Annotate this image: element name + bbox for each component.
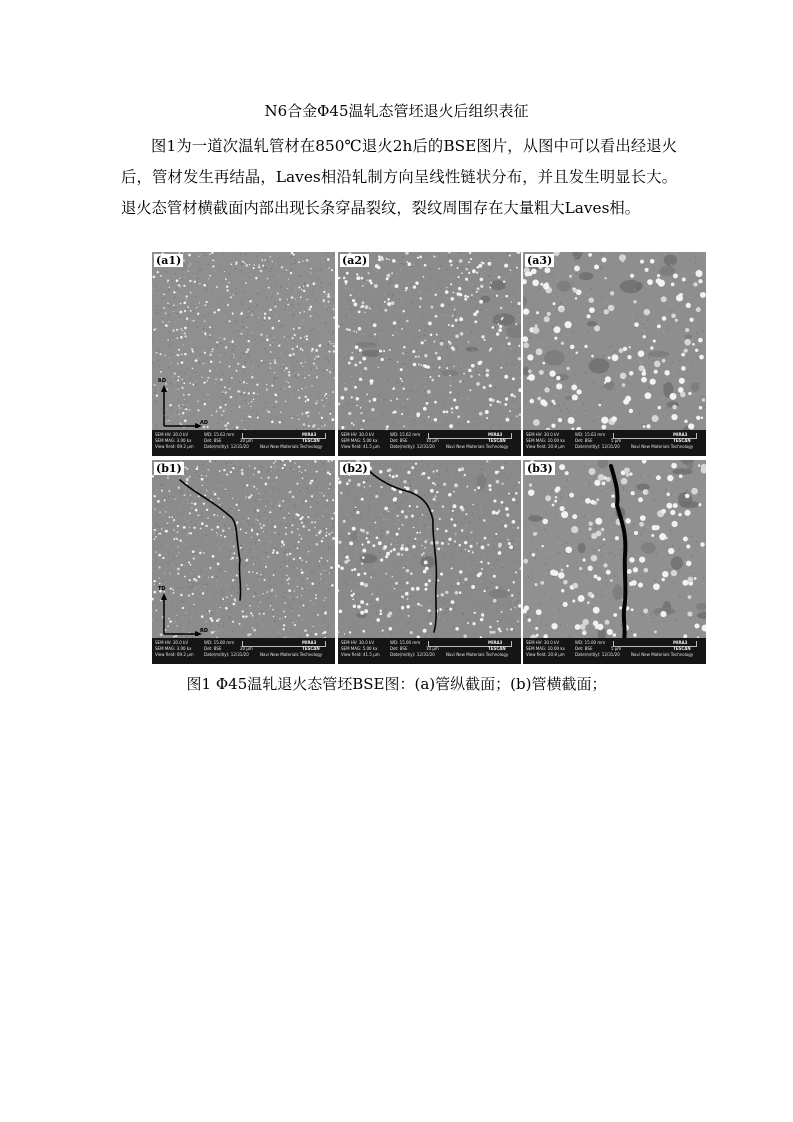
panel-label: (a2) <box>342 254 368 267</box>
sem-wd: WD: 15.62 mm <box>390 432 421 437</box>
sem-scale-label: 20 μm <box>240 646 253 651</box>
sem-info-bar <box>152 638 335 664</box>
micrograph-panel-b1 <box>152 460 335 664</box>
sem-hv: SEM HV: 30.0 kV <box>341 640 375 645</box>
bse-texture <box>338 460 521 638</box>
sem-mag: SEM MAG: 5.00 kx <box>341 438 378 443</box>
sem-org: Navi New Materials Technology <box>631 652 694 657</box>
sem-brand: MIRA3 TESCAN <box>488 640 506 651</box>
sem-hv: SEM HV: 30.0 kV <box>526 432 560 437</box>
sem-scale-label: 20 μm <box>240 438 253 443</box>
sem-info-bar <box>523 638 706 664</box>
axis-label-vertical: RD <box>158 378 167 384</box>
sem-date: Date(m/d/y): 12/31/20 <box>575 652 620 657</box>
sem-view-field: View field: 20.8 μm <box>526 444 565 449</box>
sem-date: Date(m/d/y): 12/31/20 <box>390 444 435 449</box>
sem-info-bar <box>152 430 335 456</box>
sem-brand: MIRA3 TESCAN <box>673 432 691 443</box>
sem-scale-label: 5 μm <box>611 438 622 443</box>
bse-figure <box>152 252 706 664</box>
crack-line <box>611 466 625 638</box>
figure-caption: 图1 Φ45温轧退火态管坯BSE图：(a)管纵截面；(b)管横截面； <box>186 675 607 693</box>
micrograph-panel-a3 <box>523 252 706 456</box>
sem-org: Navi New Materials Technology <box>260 652 323 657</box>
bse-texture <box>338 252 521 430</box>
sem-mag: SEM MAG: 3.00 kx <box>155 438 192 443</box>
sem-date: Date(m/d/y): 12/31/20 <box>575 444 620 449</box>
micrograph-panel-b2 <box>338 460 521 664</box>
sem-brand: MIRA3 TESCAN <box>488 432 506 443</box>
sem-brand: MIRA3 TESCAN <box>673 640 691 651</box>
sem-date: Date(m/d/y): 12/31/20 <box>204 652 249 657</box>
axis-label-horizontal: AD <box>200 420 209 426</box>
micrograph-panel-a1 <box>152 252 335 456</box>
sem-view-field: View field: 41.5 μm <box>341 444 380 449</box>
sem-view-field: View field: 41.5 μm <box>341 652 380 657</box>
sem-det: Det: BSE <box>390 438 408 443</box>
sem-det: Det: BSE <box>575 438 593 443</box>
bse-texture <box>523 460 706 638</box>
sem-det: Det: BSE <box>575 646 593 651</box>
sem-wd: WD: 15.00 mm <box>575 640 606 645</box>
sem-org: Navi New Materials Technology <box>631 444 694 449</box>
bse-texture <box>523 252 706 430</box>
sem-mag: SEM MAG: 5.00 kx <box>341 646 378 651</box>
panel-label: (b1) <box>156 462 182 475</box>
sem-org: Navi New Materials Technology <box>446 652 509 657</box>
micrograph-panel-a2 <box>338 252 521 456</box>
panel-label: (b2) <box>342 462 368 475</box>
sem-mag: SEM MAG: 10.00 kx <box>526 646 566 651</box>
sem-hv: SEM HV: 30.0 kV <box>155 640 189 645</box>
sem-mag: SEM MAG: 10.00 kx <box>526 438 566 443</box>
sem-info-bar <box>338 430 521 456</box>
sem-hv: SEM HV: 30.0 kV <box>526 640 560 645</box>
sem-hv: SEM HV: 30.0 kV <box>155 432 189 437</box>
sem-org: Navi New Materials Technology <box>260 444 323 449</box>
sem-wd: WD: 15.63 mm <box>575 432 606 437</box>
panel-label: (b3) <box>527 462 553 475</box>
sem-date: Date(m/d/y): 12/31/20 <box>390 652 435 657</box>
axis-label-vertical: TD <box>158 586 166 592</box>
sem-wd: WD: 15.00 mm <box>204 640 235 645</box>
sem-view-field: View field: 69.2 μm <box>155 652 194 657</box>
orientation-axes <box>156 378 209 428</box>
sem-brand: MIRA3 TESCAN <box>302 640 320 651</box>
section-title: N6合金Φ45温轧态管坯退火后组织表征 <box>264 102 529 120</box>
sem-scale-label: 10 μm <box>426 646 439 651</box>
sem-det: Det: BSE <box>204 646 222 651</box>
crack-line <box>180 480 241 600</box>
sem-org: Navi New Materials Technology <box>446 444 509 449</box>
axis-label-horizontal: RD <box>200 628 209 634</box>
sem-brand: MIRA3 TESCAN <box>302 432 320 443</box>
sem-scale-label: 5 μm <box>611 646 622 651</box>
panel-label: (a1) <box>156 254 182 267</box>
sem-info-bar <box>523 430 706 456</box>
sem-hv: SEM HV: 30.0 kV <box>341 432 375 437</box>
sem-view-field: View field: 20.8 μm <box>526 652 565 657</box>
sem-view-field: View field: 69.2 μm <box>155 444 194 449</box>
sem-info-bar <box>338 638 521 664</box>
sem-det: Det: BSE <box>204 438 222 443</box>
micrograph-panel-b3 <box>523 460 706 664</box>
sem-mag: SEM MAG: 3.00 kx <box>155 646 192 651</box>
orientation-axes <box>156 586 209 636</box>
sem-wd: WD: 15.63 mm <box>204 432 235 437</box>
sem-det: Det: BSE <box>390 646 408 651</box>
sem-date: Date(m/d/y): 12/31/20 <box>204 444 249 449</box>
panel-label: (a3) <box>527 254 553 267</box>
sem-wd: WD: 15.00 mm <box>390 640 421 645</box>
axis-arrows-icon <box>156 380 209 428</box>
sem-scale-label: 10 μm <box>426 438 439 443</box>
body-paragraph: 图1为一道次温轧管材在850℃退火2h后的BSE图片，从图中可以看出经退火后，管材发生再结晶，Laves相沿轧制方向呈线性链状分布，并且发生明显长大。退火态管材横截面内部出现长条穿晶裂纹，裂纹周围存在大量粗大Laves相。 <box>121 137 677 217</box>
axis-arrows-icon <box>156 588 209 636</box>
